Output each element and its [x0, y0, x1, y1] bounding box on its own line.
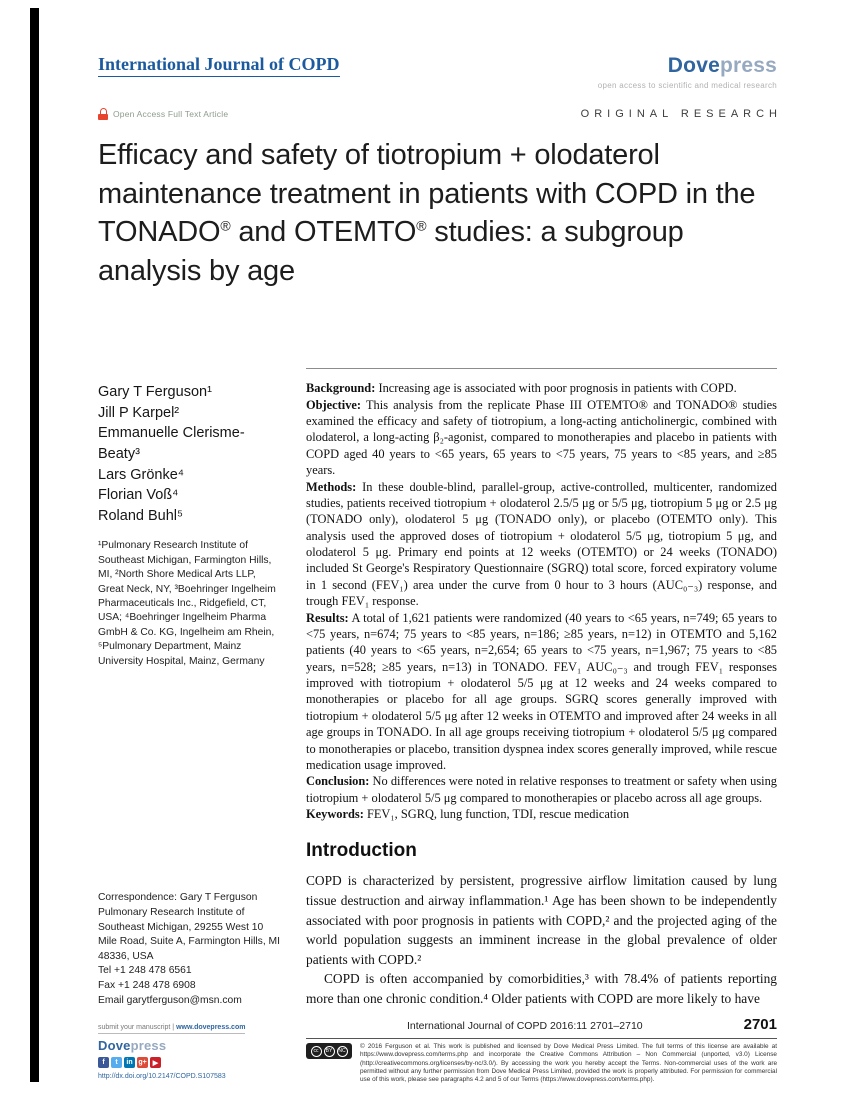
- affiliations-text: ¹Pulmonary Research Institute of Southeast Michigan, Farmington Hills, MI, ²North Shore Medical Arts LLP, Great Neck, NY, ³Boehringer Ingelheim Pharmaceuticals Inc., Ridgefield, CT, USA; ⁴Boehringer Ingelheim Pharma GmbH & Co. KG, Ingelheim am Rhein, ⁵Pulmonary Department, Mainz University Hospital, Mainz, Germany: [98, 540, 276, 667]
- title-part: Efficacy and safety of tiotropium + olodaterol maintenance treatment in patients with COPD in the TONADO: [98, 139, 756, 249]
- linkedin-icon[interactable]: in: [124, 1057, 135, 1068]
- citation-row: [306, 1016, 777, 1033]
- correspondence-email: Email garytferguson@msn.com: [98, 994, 242, 1006]
- author-name: Florian Voß⁴: [98, 487, 179, 504]
- article-type-label: ORIGINAL RESEARCH: [580, 108, 782, 120]
- correspondence-fax: Fax +1 248 478 6908: [98, 980, 196, 992]
- journal-citation: International Journal of COPD 2016:11 2701–2710: [406, 1020, 643, 1032]
- title-part: and OTEMTO: [230, 216, 417, 249]
- abstract-block: [306, 368, 777, 822]
- abstract-results: Results: A total of 1,621 patients were randomized (40 years to <65 years, n=749; 65 years to <75 years, n=674; 75 years to <85 years, n=186; ≥85 years, n=12) in OTEMTO and 5,162 patients (40 years to <65 years, n=2,654; 65 years to <75 years, n=1,967; 75 years to <85 years, n=528; ≥85 years, n=13) in TONADO. FEV₁ AUC₀₋₃ and trough FEV₁ responses improved with tiotropium + olodaterol 5/5 μg at 12 weeks and 24 weeks compared to monotherapies or placebo for all age groups. SGRQ scores generally improved with tiotropium + olodaterol 5/5 μg after 12 weeks in OTEMTO and improved after 24 weeks in all age groups in TONADO. In all age groups receiving tiotropium + olodaterol 5/5 μg compared to monotherapies or placebo, transition dyspnea index scores generally improved, while rescue medication usage improved.: [306, 610, 777, 772]
- cc-by-icon: BY: [324, 1046, 335, 1057]
- right-column: [306, 368, 777, 1008]
- abstract-methods: Methods: In these double-blind, parallel-group, active-controlled, multicenter, randomized studies, patients received tiotropium + olodaterol 2.5/5 μg or 5/5 μg, tiotropium 5 μg or 2.5 μg (TONADO only), olodaterol 5 μg (TONADO only), or placebo (OTEMTO only). This analysis used the approved doses of tiotropium + olodaterol 5/5 μg, tiotropium 5 μg, and olodaterol 5 μg. Primary end points at 12 weeks (OTEMTO) or 24 weeks (TONADO) included St George's Respiratory Questionnaire (SGRQ) total score, forced expiratory volume in 1 second (FEV₁) area under the curve from 0 hour to 3 hours (AUC₀₋₃) response, and trough FEV₁ response.: [306, 479, 777, 609]
- dovepress-footer-logo[interactable]: [98, 1038, 288, 1053]
- cc-license-badge[interactable]: [306, 1043, 352, 1059]
- open-access-label: Open Access Full Text Article: [113, 109, 229, 119]
- correspondence-line: Correspondence: Gary T Ferguson: [98, 892, 258, 904]
- author-name: Roland Buhl⁵: [98, 507, 184, 524]
- facebook-icon[interactable]: f: [98, 1057, 109, 1068]
- abstract-background: Background: Increasing age is associated with poor prognosis in patients with COPD.: [306, 381, 737, 396]
- dovepress-url: www.dovepress.com: [176, 1024, 246, 1031]
- separator: |: [170, 1024, 177, 1031]
- googleplus-icon[interactable]: g+: [138, 1059, 147, 1066]
- introduction-paragraph-2: COPD is often accompanied by comorbidities,³ with 78.4% of patients reporting more than one chronic condition.⁴ Older patients with COPD are more likely to have: [306, 971, 777, 1006]
- registered-mark: ®: [220, 217, 231, 234]
- correspondence-block: [98, 891, 284, 1008]
- footer-right-block: [306, 1016, 777, 1085]
- page-footer: [98, 1016, 777, 1085]
- submit-manuscript-link[interactable]: [98, 1024, 245, 1034]
- masthead-top-row: [98, 0, 777, 90]
- author-name: Emmanuelle Clerisme-Beaty³: [98, 425, 245, 462]
- dovepress-logo-dove: Dove: [667, 54, 720, 77]
- author-name: Jill P Karpel²: [98, 404, 180, 421]
- twitter-icon[interactable]: t: [111, 1057, 122, 1068]
- doi-link[interactable]: http://dx.doi.org/10.2147/COPD.S107583: [98, 1073, 226, 1080]
- title-part: studies: a subgroup analysis by age: [98, 216, 684, 287]
- author-list: [98, 368, 284, 526]
- cc-icon: cc: [311, 1046, 322, 1057]
- introduction-heading: Introduction: [306, 840, 417, 862]
- author-name: Gary T Ferguson¹: [98, 384, 212, 401]
- introduction-paragraph-1: COPD is characterized by persistent, progressive airflow limitation caused by lung tissue destruction and airway inflammation.¹ Age has been shown to be independently associated with poor prognosis in patients with COPD,² and the projected aging of the world population suggests an imminent increase in the global prevalence of older patients with COPD.²: [306, 873, 777, 967]
- abstract-conclusion: Conclusion: No differences were noted in relative responses to treatment or safety when using tiotropium + olodaterol 5/5 μg compared to monotherapies or placebo across all age groups.: [306, 774, 777, 805]
- registered-mark: ®: [416, 217, 427, 234]
- masthead: [98, 0, 782, 120]
- open-access-lock-icon: [98, 108, 108, 120]
- journal-name-link[interactable]: International Journal of COPD: [98, 54, 340, 77]
- dovepress-logo-press: press: [719, 54, 777, 77]
- copyright-text: © 2016 Ferguson et al. This work is published and licensed by Dove Medical Press Limited. The full terms of this license are available at https://www.dovepress.com/terms.php and incorporate the Creative Commons Attribution – Non Commercial (unported, v3.0) License (http://creativecommons.org/licenses/by-nc/3.0/). By accessing the work you hereby accept the Terms. Non-commercial uses of the work are permitted without any further permission from Dove Medical Press Limited, provided the work is properly attributed. For permission for commercial use of this work, please see paragraphs 4.2 and 5 of our Terms (https://www.dovepress.com/terms.php).: [360, 1043, 777, 1084]
- dovepress-footer-dove: Dove: [98, 1038, 131, 1053]
- copyright-row: [306, 1038, 777, 1085]
- abstract-objective: Objective: This analysis from the replicate Phase III OTEMTO® and TONADO® studies examined the efficacy and safety of tiotropium, a long-acting anticholinergic, combined with olodaterol, a long-acting β₂-agonist, compared to monotherapies and placebo in patients with COPD aged 40 years to <65 years, 65 years to <75 years, 75 years to <85 years, and ≥85 years.: [306, 397, 777, 478]
- dovepress-logo[interactable]: [598, 54, 777, 78]
- masthead-second-row: [98, 108, 782, 120]
- cc-nc-icon: NC: [337, 1046, 348, 1057]
- left-black-bar: [30, 8, 39, 1082]
- open-access-link[interactable]: [98, 108, 228, 120]
- left-column: [98, 368, 284, 1008]
- footer-left-block: [98, 1016, 288, 1085]
- youtube-icon[interactable]: ▶: [150, 1057, 161, 1068]
- abstract-keywords: Keywords: FEV₁, SGRQ, lung function, TDI, rescue medication: [306, 807, 630, 821]
- dovepress-footer-press: press: [130, 1038, 167, 1053]
- author-name: Lars Grönke⁴: [98, 466, 185, 483]
- correspondence-tel: Tel +1 248 478 6561: [98, 965, 192, 977]
- page-number: 2701: [743, 1016, 777, 1033]
- correspondence-address: Pulmonary Research Institute of Southeast Michigan, 29255 West 10 Mile Road, Suite A, Farmington Hills, MI 48336, USA: [98, 907, 280, 962]
- page-content: [98, 0, 782, 1008]
- publisher-block: [598, 54, 777, 90]
- social-icons-row: [98, 1057, 288, 1068]
- submit-text: submit your manuscript: [98, 1024, 171, 1031]
- publisher-tagline: open access to scientific and medical research: [597, 81, 777, 90]
- two-column-layout: [98, 368, 777, 1008]
- article-title: [98, 136, 777, 290]
